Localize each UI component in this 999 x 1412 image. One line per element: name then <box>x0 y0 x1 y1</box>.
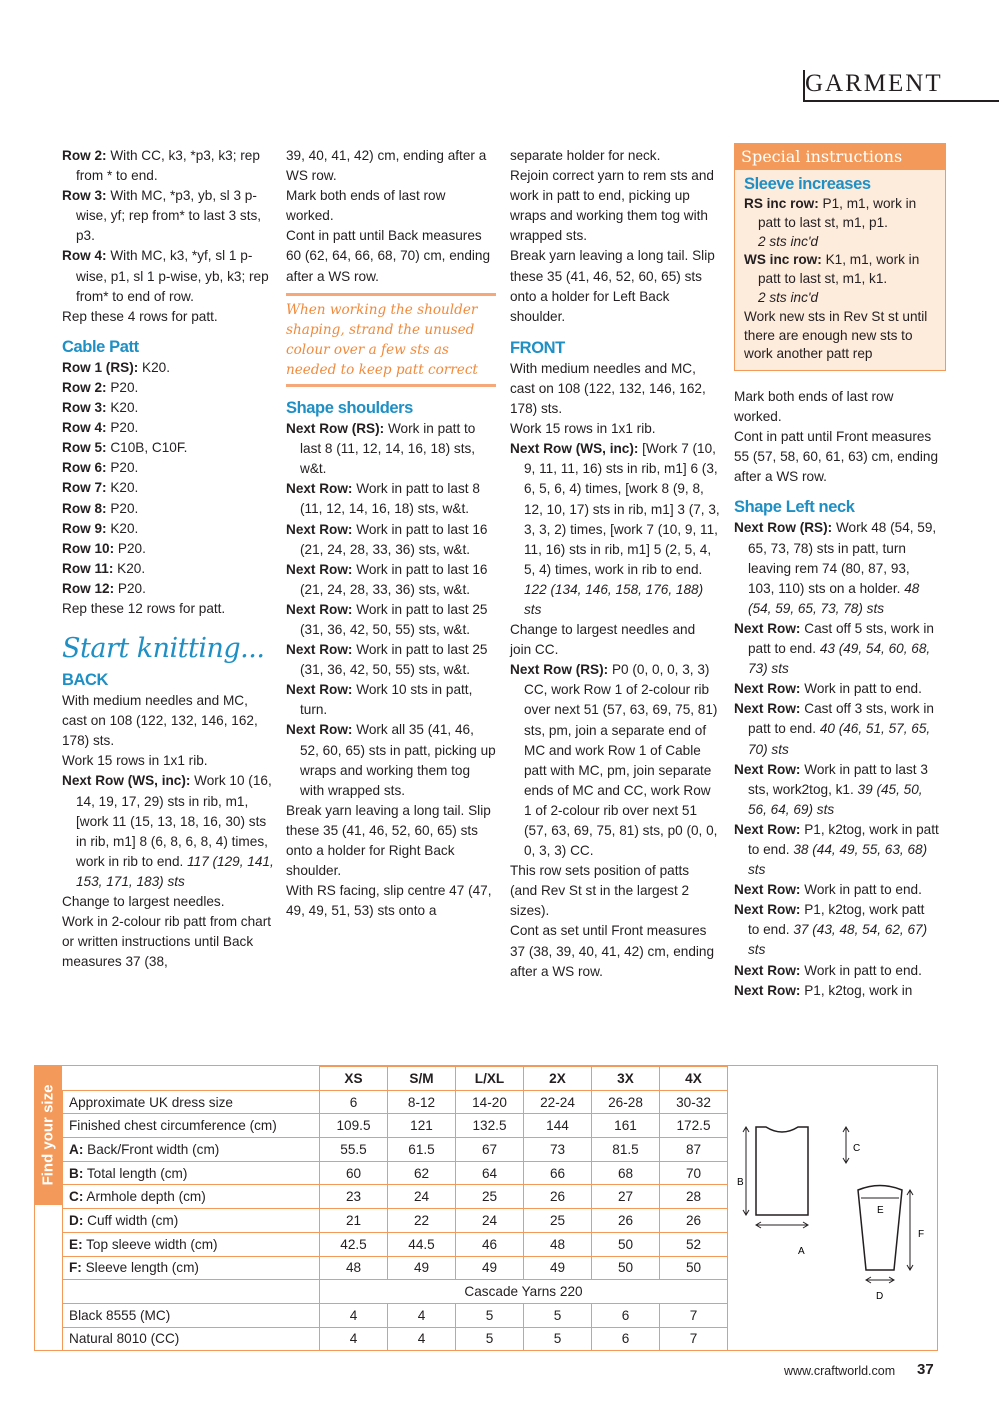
size-header: 2X <box>524 1067 592 1091</box>
table-cell: 4 <box>320 1327 388 1351</box>
yarn-brand-row <box>63 1280 728 1304</box>
yarn-brand: Cascade Yarns 220 <box>320 1280 728 1304</box>
tip-callout: When working the shoulder shaping, strand the unused colour over a few sts as needed to keep patt correct <box>286 293 496 387</box>
pattern-row: Next Row (RS): Work 48 (54, 59, 65, 73, 78) sts in patt, turn leaving rem 74 (80, 87, 93, 103, 110) sts on a holder. 48 (54, 59, 65, 73, 78) sts <box>734 520 937 616</box>
rs-inc-row: RS inc row: P1, m1, work in patt to last st, m1, p1. <box>744 196 917 230</box>
pattern-row: Row 12: P20. <box>62 580 146 596</box>
table-cell: 50 <box>592 1232 660 1256</box>
label-f: F <box>918 1229 925 1240</box>
sleeve-increases-heading: Sleeve increases <box>744 175 871 193</box>
neck-rows <box>734 518 939 1000</box>
table-cell: 5 <box>456 1303 524 1327</box>
table-row <box>63 1090 728 1114</box>
column-2 <box>286 146 496 921</box>
table-cell: 60 <box>320 1161 388 1185</box>
pattern-row: Next Row: Work in patt to last 8 (11, 12, 14, 16, 18) sts, w&t. <box>286 481 480 517</box>
back-text: Work in 2-colour rib patt from chart or written instructions until Back measures 37 (38, <box>62 914 272 970</box>
row-label: Finished chest circumference (cm) <box>63 1114 320 1138</box>
body-text: With medium needles and MC, cast on 108 (122, 132, 146, 162, 178) sts. <box>510 360 706 417</box>
table-cell: 26 <box>592 1209 660 1233</box>
cable-patt-heading: Cable Patt <box>62 337 139 356</box>
table-cell: 7 <box>660 1327 728 1351</box>
front-inc-row: Next Row (WS, inc): [Work 7 (10, 9, 11, 11, 16) sts in rib, m1] 6 (3, 6, 5, 6, 4) times, [work 8 (9, 8, 12, 10, 17) sts in rib, m1] 3 (7, 3, 3, 3, 2) times, [work 7 (10, 9, 11, 11, 16) sts in rib, m1] 5 (2, 5, 4, 5, 4) times, work in rib to end. 122 (134, 146, 158, 176, 188) sts <box>510 441 720 617</box>
pattern-row: Row 1 (RS): K20. <box>62 359 171 375</box>
footer-url: www.craftworld.com <box>784 1364 896 1378</box>
body-outline <box>756 1127 808 1215</box>
table-cell: 5 <box>524 1327 592 1351</box>
label-e: E <box>877 1205 884 1216</box>
ws-inc-row: WS inc row: K1, m1, work in patt to last st, m1, k1. <box>744 252 920 287</box>
front-heading: FRONT <box>510 338 565 357</box>
body-text: Cont in patt until Front measures 55 (57, 58, 60, 61, 63) cm, ending after a WS row. <box>734 429 939 485</box>
body-text: Mark both ends of last row worked. <box>734 389 894 425</box>
pattern-row: Row 3: With MC, *p3, yb, sl 3 p-wise, yf; rep from* to last 3 sts, p3. <box>62 188 262 244</box>
table-cell: 121 <box>388 1114 456 1138</box>
table-cell: 55.5 <box>320 1138 388 1162</box>
table-cell: 49 <box>388 1256 456 1280</box>
table-cell: 27 <box>592 1185 660 1209</box>
body-text: With RS facing, slip centre 47 (47, 49, 49, 51, 53) sts onto a <box>286 883 492 919</box>
table-cell: 26 <box>660 1209 728 1233</box>
back-text: With medium needles and MC, cast on 108 (122, 132, 146, 162, 178) sts. <box>62 693 258 749</box>
table-cell: 109.5 <box>320 1114 388 1138</box>
column-3 <box>510 146 720 982</box>
pattern-row: Row 4: With MC, k3, *yf, sl 1 p-wise, p1, sl 1 p-wise, yb, k3; rep from* to end of row. <box>62 248 269 304</box>
body-text: This row sets position of patts (and Rev St st in the largest 2 sizes). <box>510 863 690 919</box>
header-rule-vertical <box>803 70 805 101</box>
body-text: Rejoin correct yarn to rem sts and work in patt to end, picking up wraps and working them tog with wrapped sts. <box>510 168 714 244</box>
table-cell: 52 <box>660 1232 728 1256</box>
pattern-row: Row 8: P20. <box>62 500 139 516</box>
pattern-row: Next Row: Work in patt to last 3 sts, work2tog, k1. 39 (45, 50, 56, 64, 69) sts <box>734 761 928 817</box>
front-setup-row: Next Row (RS): P0 (0, 0, 0, 3, 3) CC, work Row 1 of 2-colour rib over next 51 (57, 63, 69, 75, 81) sts, pm, join a separate end of MC and work Row 1 of Cable patt with MC, pm, join separate ends of MC and CC, work Row 1 of 2-colour rib over next 51 (57, 63, 69, 75, 81) sts, p0 (0, 0, 0, 3, 3) CC. <box>510 662 718 859</box>
pattern-row: Row 6: P20. <box>62 460 139 476</box>
size-table <box>62 1066 728 1351</box>
table-cell: 30-32 <box>660 1090 728 1114</box>
size-header: S/M <box>388 1067 456 1091</box>
table-cell: 66 <box>524 1161 592 1185</box>
pattern-row: Row 9: K20. <box>62 520 139 536</box>
table-cell: 44.5 <box>388 1232 456 1256</box>
table-cell: 4 <box>320 1303 388 1327</box>
pattern-row: Next Row (RS): Work in patt to last 8 (11, 12, 14, 16, 18) sts, w&t. <box>286 421 476 477</box>
table-cell: 6 <box>592 1327 660 1351</box>
rs-inc-count: 2 sts inc'd <box>758 233 819 249</box>
table-cell: 4 <box>388 1327 456 1351</box>
size-header: XS <box>320 1067 388 1091</box>
body-text: Break yarn leaving a long tail. Slip these 35 (41, 46, 52, 60, 65) sts onto a holder for Left Back shoulder. <box>510 248 715 324</box>
table-cell: 21 <box>320 1209 388 1233</box>
table-cell: 48 <box>320 1256 388 1280</box>
table-row <box>63 1114 728 1138</box>
row-label: D: Cuff width (cm) <box>63 1209 320 1233</box>
body-text: Break yarn leaving a long tail. Slip these 35 (41, 46, 52, 60, 65) sts onto a holder for Right Back shoulder. <box>286 802 491 879</box>
table-cell: 132.5 <box>456 1114 524 1138</box>
shape-shoulders-heading: Shape shoulders <box>286 399 413 418</box>
body-text: Work 15 rows in 1x1 rib. <box>510 421 656 437</box>
row-label: Approximate UK dress size <box>63 1090 320 1114</box>
table-cell: 5 <box>456 1327 524 1351</box>
start-knitting-heading: Start knitting... <box>62 633 265 665</box>
pattern-row: Next Row: Work in patt to last 16 (21, 24, 28, 33, 36) sts, w&t. <box>286 561 488 597</box>
pattern-row: Next Row: Work in patt to last 25 (31, 36, 42, 50, 55) sts, w&t. <box>286 642 488 678</box>
row-label: A: Back/Front width (cm) <box>63 1138 320 1162</box>
table-cell: 5 <box>524 1303 592 1327</box>
label-c: C <box>853 1143 861 1154</box>
section-title: GARMENT <box>805 70 943 97</box>
repeat-note: Rep these 12 rows for patt. <box>62 600 226 616</box>
pattern-row: Next Row: P1, k2tog, work patt to end. 37 (43, 48, 54, 62, 67) sts <box>734 902 928 958</box>
table-cell: 64 <box>456 1161 524 1185</box>
pattern-row: Next Row: Cast off 5 sts, work in patt to end. 43 (49, 54, 60, 68, 73) sts <box>734 620 934 677</box>
pattern-row: Next Row: Work all 35 (41, 46, 52, 60, 65) sts in patt, picking up wraps and working them tog with wrapped sts. <box>286 722 496 798</box>
pattern-row: Row 3: K20. <box>62 400 139 416</box>
table-cell: 23 <box>320 1185 388 1209</box>
table-cell: 25 <box>456 1185 524 1209</box>
pattern-row: Next Row: Work in patt to end. <box>734 681 922 697</box>
table-cell: 42.5 <box>320 1232 388 1256</box>
column-1 <box>62 146 274 972</box>
column-4 <box>734 387 939 1001</box>
size-header: L/XL <box>456 1067 524 1091</box>
table-row <box>63 1232 728 1256</box>
pattern-row: Next Row: Work in patt to end. <box>734 962 922 978</box>
pattern-row: Next Row: Work in patt to last 25 (31, 36, 42, 50, 55) sts, w&t. <box>286 601 488 637</box>
shape-left-neck-heading: Shape Left neck <box>734 498 855 517</box>
body-text: separate holder for neck. <box>510 148 661 163</box>
pattern-row: Row 4: P20. <box>62 420 139 436</box>
label-a: A <box>798 1246 805 1257</box>
table-cell: 61.5 <box>388 1138 456 1162</box>
table-cell: 87 <box>660 1138 728 1162</box>
table-cell: 28 <box>660 1185 728 1209</box>
pattern-row: Row 2: P20. <box>62 379 139 395</box>
special-instructions-box <box>734 143 946 371</box>
garment-diagram <box>734 1115 934 1310</box>
pattern-row: Row 2: With CC, k3, *p3, k3; rep from * to end. <box>62 148 260 184</box>
table-cell: 26-28 <box>592 1090 660 1114</box>
row-label: Black 8555 (MC) <box>63 1303 320 1327</box>
table-cell: 68 <box>592 1161 660 1185</box>
table-row <box>63 1209 728 1233</box>
size-header: 3X <box>592 1067 660 1091</box>
table-cell: 25 <box>524 1209 592 1233</box>
back-inc-row: Next Row (WS, inc): Work 10 (16, 14, 19, 17, 29) sts in rib, m1, [work 11 (15, 13, 18, 16, 30) sts in rib, m1] 8 (6, 8, 6, 8, 4) times, work in rib to end. 117 (129, 141, 153, 171, 183) sts <box>62 773 274 889</box>
table-cell: 49 <box>456 1256 524 1280</box>
row-label: C: Armhole depth (cm) <box>63 1185 320 1209</box>
table-cell: 6 <box>592 1303 660 1327</box>
table-cell: 49 <box>524 1256 592 1280</box>
pattern-row: Next Row: Work in patt to end. <box>734 882 922 898</box>
table-cell: 22-24 <box>524 1090 592 1114</box>
table-cell: 4 <box>388 1303 456 1327</box>
pattern-row: Row 5: C10B, C10F. <box>62 440 188 456</box>
back-heading: BACK <box>62 671 109 690</box>
pattern-row: Next Row: Work in patt to last 16 (21, 24, 28, 33, 36) sts, w&t. <box>286 521 488 557</box>
body-text: Mark both ends of last row worked. <box>286 188 446 224</box>
header-rule <box>803 100 999 102</box>
repeat-note: Rep these 4 rows for patt. <box>62 308 218 324</box>
table-row <box>63 1256 728 1280</box>
table-cell: 50 <box>592 1256 660 1280</box>
body-text: Change to largest needles and join CC. <box>510 622 696 658</box>
body-text: 39, 40, 41, 42) cm, ending after a WS row. <box>286 148 487 184</box>
page-number: 37 <box>917 1361 934 1378</box>
table-cell: 144 <box>524 1114 592 1138</box>
pattern-row: Next Row: Work 10 sts in patt, turn. <box>286 682 473 718</box>
table-row <box>63 1161 728 1185</box>
shoulder-rows <box>286 419 496 801</box>
body-text: Cont in patt until Back measures 60 (62, 64, 66, 68, 70) cm, ending after a WS row. <box>286 228 491 284</box>
label-b: B <box>737 1177 744 1188</box>
pattern-row: Row 7: K20. <box>62 480 139 496</box>
table-cell: 6 <box>320 1090 388 1114</box>
table-cell: 50 <box>660 1256 728 1280</box>
label-d: D <box>876 1291 884 1302</box>
table-cell: 24 <box>456 1209 524 1233</box>
table-cell: 73 <box>524 1138 592 1162</box>
pattern-row: Row 10: P20. <box>62 540 146 556</box>
cable-rows <box>62 358 274 599</box>
table-cell: 161 <box>592 1114 660 1138</box>
pattern-row: Next Row: P1, k2tog, work in <box>734 982 913 998</box>
table-cell: 67 <box>456 1138 524 1162</box>
pattern-row: Next Row: Cast off 3 sts, work in patt to end. 40 (46, 51, 57, 65, 70) sts <box>734 701 934 757</box>
row-label: B: Total length (cm) <box>63 1161 320 1185</box>
body-text: Cont as set until Front measures 37 (38, 39, 40, 41, 42) cm, ending after a WS row. <box>510 923 715 979</box>
pattern-row: Next Row: P1, k2tog, work in patt to end. 38 (44, 49, 55, 63, 68) sts <box>734 821 939 878</box>
table-cell: 7 <box>660 1303 728 1327</box>
back-text: Work 15 rows in 1x1 rib. <box>62 753 208 769</box>
row-label: E: Top sleeve width (cm) <box>63 1232 320 1256</box>
table-cell: 81.5 <box>592 1138 660 1162</box>
table-cell: 22 <box>388 1209 456 1233</box>
table-cell: 24 <box>388 1185 456 1209</box>
special-note: Work new sts in Rev St st until there are enough new sts to work another patt rep <box>744 308 928 362</box>
size-header: 4X <box>660 1067 728 1091</box>
table-cell: 172.5 <box>660 1114 728 1138</box>
special-instructions-heading: Special instructions <box>735 144 945 170</box>
find-your-size-tab: Find your size <box>34 1065 62 1205</box>
table-row <box>63 1303 728 1327</box>
table-cell: 46 <box>456 1232 524 1256</box>
back-text: Change to largest needles. <box>62 894 225 909</box>
pattern-row: Row 11: K20. <box>62 560 146 576</box>
ws-inc-count: 2 sts inc'd <box>758 289 819 305</box>
table-row <box>63 1185 728 1209</box>
table-cell: 14-20 <box>456 1090 524 1114</box>
row-label: Natural 8010 (CC) <box>63 1327 320 1351</box>
table-cell: 8-12 <box>388 1090 456 1114</box>
row-label: F: Sleeve length (cm) <box>63 1256 320 1280</box>
table-row <box>63 1327 728 1351</box>
table-row <box>63 1138 728 1162</box>
table-cell: 62 <box>388 1161 456 1185</box>
table-cell: 70 <box>660 1161 728 1185</box>
table-cell: 26 <box>524 1185 592 1209</box>
table-cell: 48 <box>524 1232 592 1256</box>
